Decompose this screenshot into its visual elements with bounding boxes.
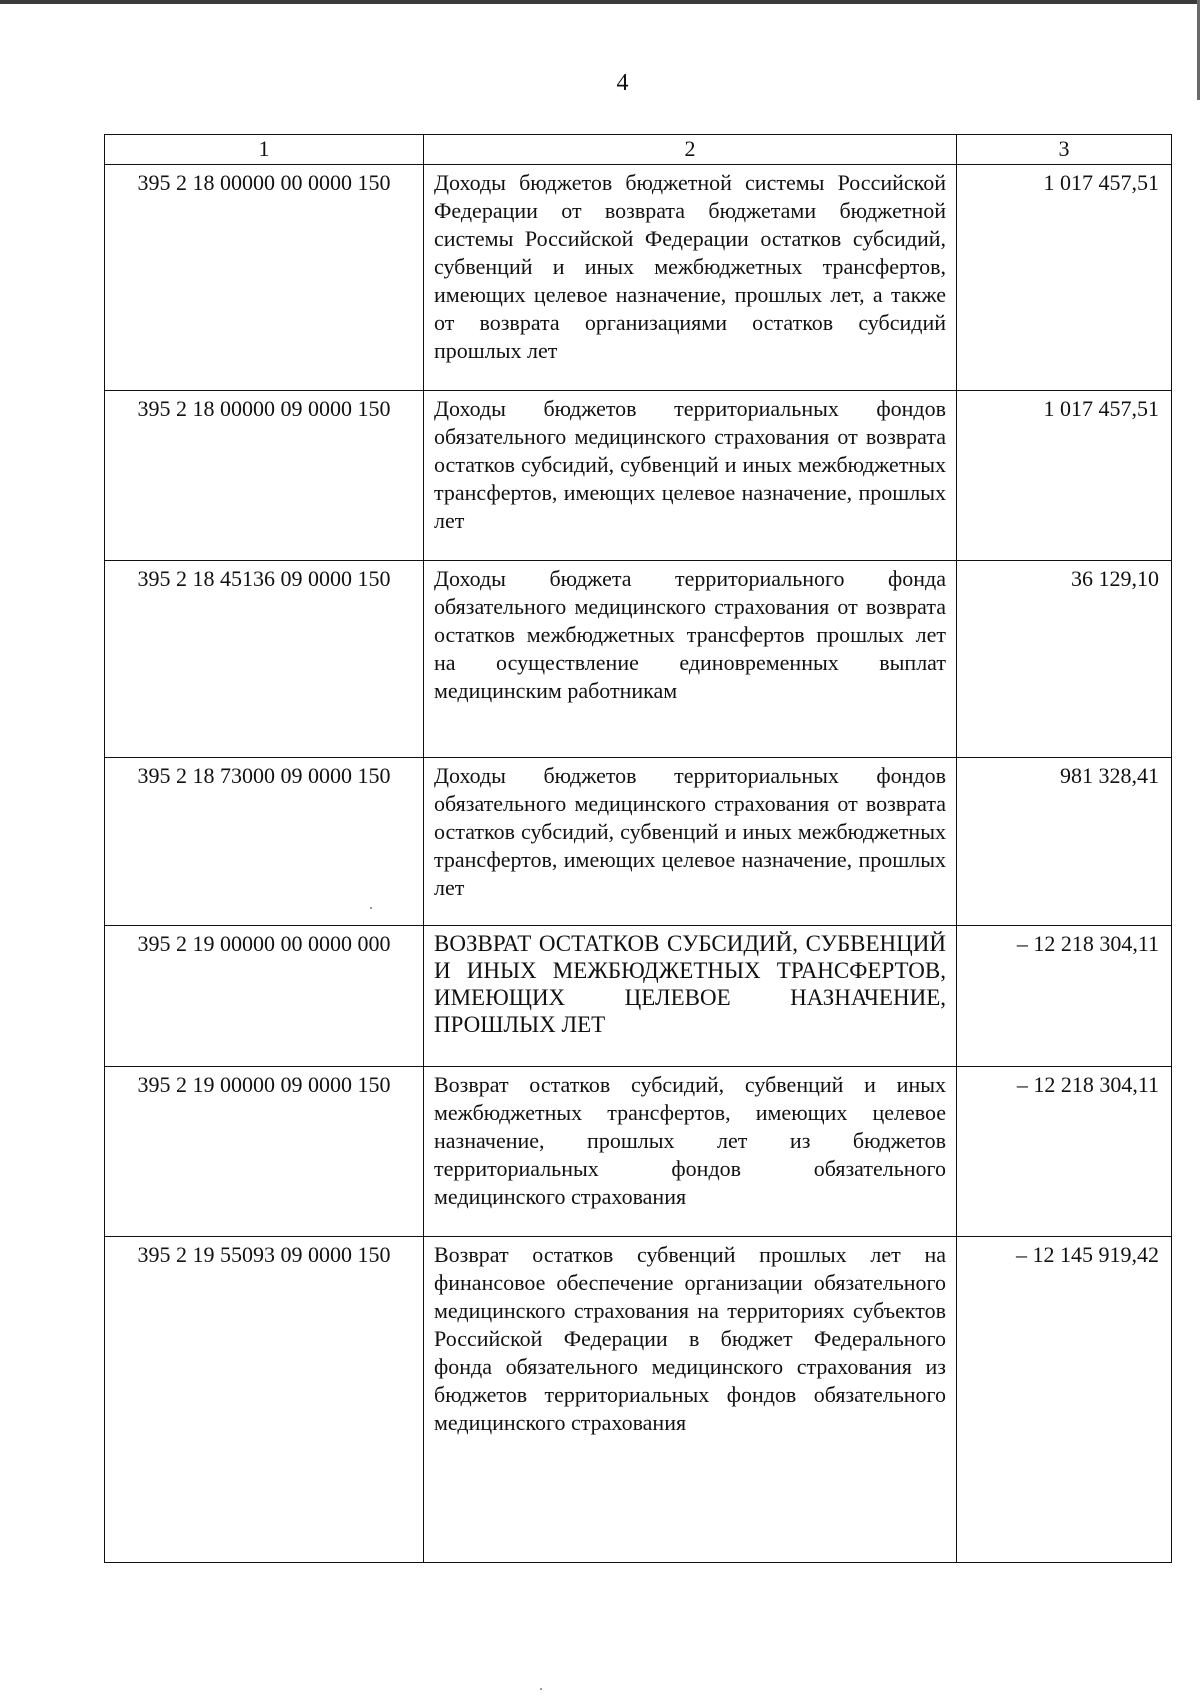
table-row xyxy=(105,1237,1172,1563)
row-description: Доходы бюджетов территориальных фондов обязательного медицинского страхования от возврата остатков субсидий, субвенций и иных межбюджетных трансфертов, имеющих целевое назначение, прошлых лет xyxy=(424,391,957,561)
row-description: Доходы бюджетов бюджетной системы Российской Федерации от возврата бюджетами бюджетной системы Российской Федерации остатков субсидий, субвенций и иных межбюджетных трансфертов, имеющих целевое назначение, прошлых лет, а также от возврата организациями остатков субсидий прошлых лет xyxy=(424,165,957,391)
budget-table xyxy=(104,134,1172,1563)
row-amount: 36 129,10 xyxy=(957,561,1172,758)
row-amount: 1 017 457,51 xyxy=(957,391,1172,561)
row-code: 395 2 18 00000 00 0000 150 xyxy=(105,165,424,391)
table-row xyxy=(105,926,1172,1067)
column-header-description: 2 xyxy=(424,135,957,165)
table-row xyxy=(105,561,1172,758)
scan-top-border xyxy=(0,0,1200,4)
scan-speck xyxy=(540,1688,542,1690)
row-amount: – 12 145 919,42 xyxy=(957,1237,1172,1563)
row-code: 395 2 18 00000 09 0000 150 xyxy=(105,391,424,561)
row-description: ВОЗВРАТ ОСТАТКОВ СУБСИДИЙ, СУБВЕНЦИЙ И ИНЫХ МЕЖБЮДЖЕТНЫХ ТРАНСФЕРТОВ, ИМЕЮЩИХ ЦЕЛЕВОЕ НАЗНАЧЕНИЕ, ПРОШЛЫХ ЛЕТ xyxy=(424,926,957,1067)
row-description: Доходы бюджета территориального фонда обязательного медицинского страхования от возврата остатков межбюджетных трансфертов прошлых лет на осуществление единовременных выплат медицинским работникам xyxy=(424,561,957,758)
table-header-row xyxy=(105,135,1172,165)
table-row xyxy=(105,165,1172,391)
page-number: 4 xyxy=(616,70,629,96)
row-amount: – 12 218 304,11 xyxy=(957,926,1172,1067)
row-description: Возврат остатков субвенций прошлых лет на финансовое обеспечение организации обязательного медицинского страхования на территориях субъектов Российской Федерации в бюджет Федерального фонда обязательного медицинского страхования из бюджетов территориальных фондов обязательного медицинского страхования xyxy=(424,1237,957,1563)
row-amount: – 12 218 304,11 xyxy=(957,1067,1172,1237)
scan-speck xyxy=(370,907,372,909)
column-header-code: 1 xyxy=(105,135,424,165)
row-description: Возврат остатков субсидий, субвенций и иных межбюджетных трансфертов, имеющих целевое назначение, прошлых лет из бюджетов территориальных фондов обязательного медицинского страхования xyxy=(424,1067,957,1237)
row-code: 395 2 18 73000 09 0000 150 xyxy=(105,758,424,926)
table-row xyxy=(105,391,1172,561)
column-header-amount: 3 xyxy=(957,135,1172,165)
table-row xyxy=(105,758,1172,926)
row-amount: 981 328,41 xyxy=(957,758,1172,926)
row-description: Доходы бюджетов территориальных фондов обязательного медицинского страхования от возврата остатков субсидий, субвенций и иных межбюджетных трансфертов, имеющих целевое назначение, прошлых лет xyxy=(424,758,957,926)
row-code: 395 2 19 00000 09 0000 150 xyxy=(105,1067,424,1237)
row-amount: 1 017 457,51 xyxy=(957,165,1172,391)
row-code: 395 2 19 55093 09 0000 150 xyxy=(105,1237,424,1563)
row-code: 395 2 18 45136 09 0000 150 xyxy=(105,561,424,758)
table-row xyxy=(105,1067,1172,1237)
row-code: 395 2 19 00000 00 0000 000 xyxy=(105,926,424,1067)
